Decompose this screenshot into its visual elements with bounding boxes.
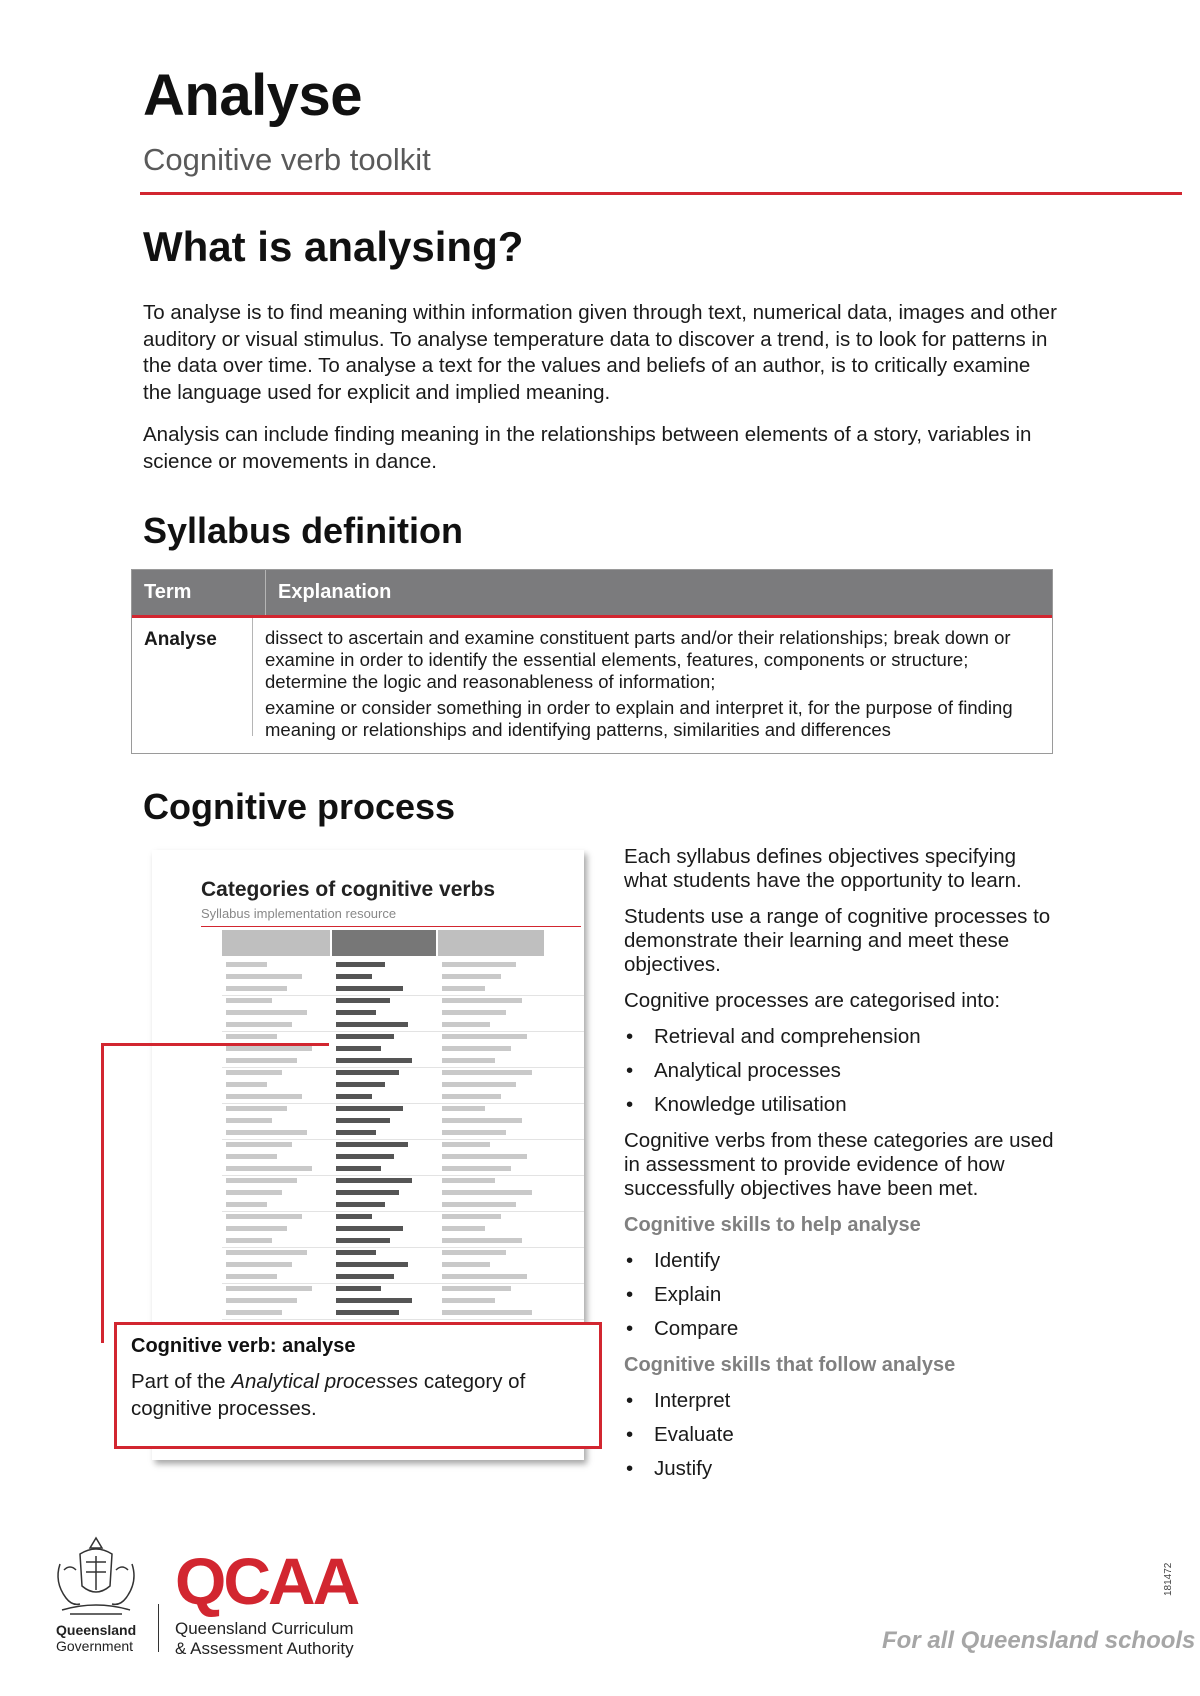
thumbnail-text-line [442,1118,522,1123]
definition-table-header [132,570,1052,618]
thumbnail-text-line [336,1310,399,1315]
thumbnail-text-line [226,1166,312,1171]
thumbnail-text-line [336,1034,394,1039]
thumbnail-text-line [336,1082,385,1087]
thumbnail-text-line [226,1022,292,1027]
list-item: • Analytical processes [624,1059,1054,1083]
thumbnail-text-line [442,1250,506,1255]
thumbnail-column-header [222,930,330,956]
callout-connector [101,1043,104,1343]
thumbnail-text-line [442,1262,490,1267]
thumbnail-text-line [336,974,372,979]
cognitive-paragraph-2: Students use a range of cognitive processes to demonstrate their learning and meet these objectives. [624,905,1051,976]
thumbnail-text-line [442,1286,511,1291]
thumbnail-text-line [336,1298,412,1303]
thumbnail-text-line [226,1142,292,1147]
thumbnail-text-line [226,998,272,1003]
table-row [132,618,1052,753]
thumbnail-text-line [336,1070,399,1075]
thumbnail-text-line [226,1238,272,1243]
thumbnail-text-line [226,1010,307,1015]
cognitive-paragraph-1: Each syllabus defines objectives specifying what students have the opportunity to learn. [624,845,1022,892]
thumbnail-text-line [336,986,403,991]
callout-text [131,1368,585,1422]
qcaa-wordmark [175,1619,354,1659]
thumbnail-text-line [336,1058,412,1063]
what-paragraph-2: Analysis can include finding meaning in the relationships between elements of a story, variables in science or movements in dance. [143,423,1032,473]
thumbnail-text-line [336,1274,394,1279]
thumbnail-text-line [226,1154,277,1159]
thumbnail-text-line [226,1034,277,1039]
definition-table [131,569,1053,754]
column-header-explanation: Explanation [278,581,392,603]
thumbnail-row-separator [222,995,584,996]
thumbnail-text-line [442,1046,511,1051]
list-item: • Explain [624,1283,1054,1307]
thumbnail-divider [201,926,581,927]
thumbnail-text-line [336,1010,376,1015]
thumbnail-text-line [226,974,302,979]
thumbnail-row-separator [222,1031,584,1032]
thumbnail-text-line [336,1154,394,1159]
list-item: • Knowledge utilisation [624,1093,1054,1117]
thumbnail-text-line [336,1118,390,1123]
thumbnail-row-separator [222,1319,584,1320]
thumbnail-text-line [442,1142,490,1147]
callout-connector [101,1043,329,1046]
thumbnail-text-line [336,1046,381,1051]
callout-box [114,1322,602,1449]
qcaa-logo: QCAA [175,1544,358,1618]
thumbnail-text-line [336,1022,408,1027]
thumbnail-row-separator [222,1067,584,1068]
gov-line-1: Queensland [56,1622,137,1638]
thumbnail-text-line [226,1298,297,1303]
thumbnail-text-line [226,986,287,991]
thumbnail-text-line [442,1178,495,1183]
callout-text-emphasis: Analytical processes [231,1370,419,1393]
thumbnail-text-line [336,1214,372,1219]
queensland-government-wordmark [56,1622,136,1654]
thumbnail-text-line [442,1094,501,1099]
thumbnail-row-separator [222,1283,584,1284]
thumbnail-text-line [336,1190,399,1195]
help-skills-heading: Cognitive skills to help analyse [624,1214,921,1236]
gov-line-2: Government [56,1638,134,1654]
thumbnail-text-line [336,962,385,967]
thumbnail-text-line [226,1094,302,1099]
thumbnail-row-separator [222,1247,584,1248]
what-paragraph-1: To analyse is to find meaning within information given through text, numerical data, images and other auditory or visual stimulus. To analyse temperature data to discover a trend, is to look for patterns in the data over time. To analyse a text for the values and beliefs of an author, is to critically examine the language used for explicit and implied meaning. [143,301,1057,404]
document-id: 181472 [1163,1562,1174,1596]
thumbnail-title: Categories of cognitive verbs [201,878,496,901]
cognitive-text-column [624,845,1054,1493]
thumbnail-text-line [336,1178,412,1183]
list-item: • Evaluate [624,1423,1054,1447]
help-skills-list [624,1249,1054,1341]
thumbnail-text-line [442,1274,527,1279]
thumbnail-text-line [226,1070,282,1075]
column-header-term: Term [132,570,266,615]
thumbnail-text-line [442,1070,532,1075]
thumbnail-text-line [442,1190,532,1195]
thumbnail-text-line [442,1130,506,1135]
title-divider [140,192,1182,195]
thumbnail-text-line [226,1118,272,1123]
thumbnail-text-line [226,1190,282,1195]
thumbnail-text-line [442,1010,506,1015]
footer-divider [158,1604,159,1652]
thumbnail-text-line [442,1226,485,1231]
thumbnail-row-separator [222,1175,584,1176]
thumbnail-text-line [226,962,267,967]
cognitive-heading: Cognitive process [143,786,456,827]
thumbnail-text-line [442,974,501,979]
follow-skills-heading: Cognitive skills that follow analyse [624,1354,956,1376]
what-heading: What is analysing? [143,223,524,270]
thumbnail-text-line [336,1262,408,1267]
thumbnail-column-header [332,930,436,956]
thumbnail-text-line [442,962,516,967]
explanation-part-1: dissect to ascertain and examine constituent parts and/or their relationships; break down or examine in order to identify the essential elements, features, components or structure; determine the logic and reasonableness of information; [265,627,1011,692]
thumbnail-text-line [226,1058,297,1063]
thumbnail-text-line [442,1106,485,1111]
thumbnail-text-line [442,1202,516,1207]
list-item: • Interpret [624,1389,1054,1413]
thumbnail-text-line [336,1130,376,1135]
thumbnail-row-separator [222,1211,584,1212]
thumbnail-text-line [442,1034,527,1039]
thumbnail-text-line [226,1310,282,1315]
thumbnail-text-line [226,1262,292,1267]
thumbnail-text-line [226,1226,287,1231]
thumbnail-text-line [442,1310,532,1315]
thumbnail-subtitle: Syllabus implementation resource [201,906,397,921]
thumbnail-text-line [442,1154,527,1159]
thumbnail-text-line [336,1106,403,1111]
thumbnail-text-line [442,986,485,991]
cognitive-paragraph-3: Cognitive processes are categorised into: [624,989,1001,1012]
page-title: Analyse [143,63,362,128]
explanation-part-2: examine or consider something in order to explain and interpret it, for the purpose of finding meaning or relationships and identifying patterns, similarities and differences [265,697,1013,740]
list-item: • Justify [624,1457,1054,1481]
list-item: • Retrieval and comprehension [624,1025,1054,1049]
thumbnail-text-line [442,998,522,1003]
thumbnail-text-line [336,1250,376,1255]
list-item: • Identify [624,1249,1054,1273]
thumbnail-text-line [336,1286,381,1291]
thumbnail-text-line [226,1202,267,1207]
thumbnail-text-line [442,1082,516,1087]
thumbnail-text-line [442,1298,495,1303]
thumbnail-text-line [336,1202,385,1207]
thumbnail-text-line [226,1106,287,1111]
thumbnail-text-line [336,1226,403,1231]
qcaa-line-2: & Assessment Authority [175,1639,354,1658]
thumbnail-text-line [442,1214,501,1219]
thumbnail-text-line [226,1286,312,1291]
thumbnail-text-line [442,1022,490,1027]
thumbnail-row-separator [222,1139,584,1140]
syllabus-heading: Syllabus definition [143,510,464,551]
page-subtitle: Cognitive verb toolkit [143,142,431,177]
callout-text-part: category of cognitive processes. [131,1370,526,1420]
thumbnail-text-line [226,1046,312,1051]
thumbnail-text-line [442,1058,495,1063]
thumbnail-text-line [336,1142,408,1147]
thumbnail-row-separator [222,1103,584,1104]
term-cell: Analyse [132,618,253,736]
thumbnail-column-header [438,930,544,956]
thumbnail-text-line [226,1274,277,1279]
callout-text-part: Part of the [131,1370,232,1393]
thumbnail-text-line [226,1214,302,1219]
thumbnail-text-line [226,1250,307,1255]
thumbnail-text-line [336,1094,372,1099]
thumbnail-text-line [442,1166,511,1171]
thumbnail-text-line [442,1238,522,1243]
cognitive-paragraph-4: Cognitive verbs from these categories are used in assessment to provide evidence of how successfully objectives have been met. [624,1129,1054,1200]
thumbnail-text-line [226,1178,297,1183]
list-item: • Compare [624,1317,1054,1341]
thumbnail-text-line [336,998,390,1003]
category-list [624,1025,1054,1117]
thumbnail-text-line [226,1082,267,1087]
queensland-crest-icon [50,1534,142,1620]
thumbnail-text-line [226,1130,307,1135]
footer-tagline: For all Queensland schools [882,1627,1196,1654]
thumbnail-text-line [336,1238,390,1243]
qcaa-line-1: Queensland Curriculum [175,1619,354,1638]
callout-title: Cognitive verb: analyse [131,1335,356,1357]
follow-skills-list [624,1389,1054,1481]
thumbnail-text-line [336,1166,381,1171]
explanation-cell [253,618,1052,753]
